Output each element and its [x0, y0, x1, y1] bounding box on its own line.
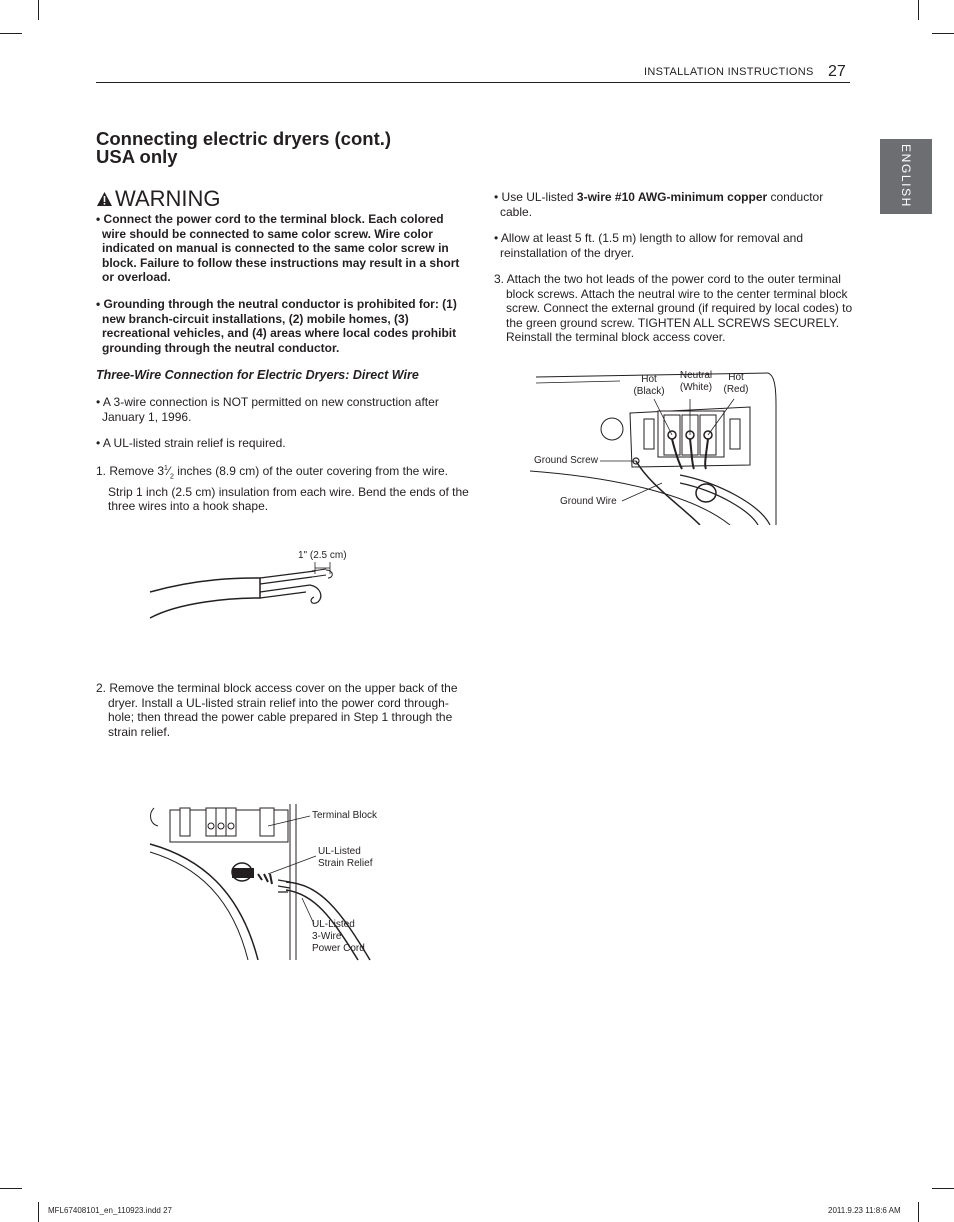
strain-relief-label [318, 846, 372, 870]
power-cord-label-line: Power Cord [312, 943, 365, 954]
warning-item-text: Connect the power cord to the terminal block. Each colored wire should be connected to same color screw. Wire color indicated on manual is connected to the same color screw in block. Failure to follow these instructions may result in a short or overload. [102, 212, 460, 284]
step-2: 2. Remove the terminal block access cover on the upper back of the dryer. Install a UL-listed strain relief into the power cord through-hole; then thread the power cable prepared in Step 1 through the strain relief. [96, 681, 458, 739]
list-item: • A 3-wire connection is NOT permitted on new construction after January 1, 1996. [96, 395, 439, 424]
list-item-text: Use UL-listed [501, 190, 577, 204]
ground-wire-label: Ground Wire [560, 496, 617, 507]
list-item-emphasis: 3-wire #10 AWG-minimum copper [576, 190, 768, 204]
warning-item: • Grounding through the neutral conductor is prohibited for: (1) new branch-circuit installations, (2) mobile homes, (3) recreational vehicles, and (4) areas where local codes prohibit grounding through the neutral conductor. [96, 297, 457, 355]
step-1: 1. Remove $3^1⁄_2$ inches (8.9 cm) of the outer covering from the wire. Strip 1 inch (2.5 cm) insulation from each wire. Bend the ends of the three wires into a hook shape. [96, 464, 469, 514]
title-line-2: USA only [96, 146, 178, 167]
power-cord-label [312, 919, 365, 955]
step-1-text: inches (8.9 cm) of the outer covering from the wire. Strip 1 inch (2.5 cm) insulation from each wire. Bend the ends of the three wires into a hook shape. [108, 464, 469, 514]
subheading: Three-Wire Connection for Electric Dryers: Direct Wire [96, 368, 419, 382]
strain-relief-label-line: UL-Listed [318, 846, 361, 857]
hot-black-label [632, 374, 666, 398]
title-line-1: Connecting electric dryers (cont.) [96, 128, 392, 149]
warning-triangle-icon [96, 191, 113, 207]
crop-mark [932, 33, 954, 34]
strain-relief-label-line: Strain Relief [318, 858, 373, 869]
warning-heading-text: WARNING [115, 186, 221, 211]
section-header: INSTALLATION INSTRUCTIONS [644, 66, 814, 78]
footer-date: 2011.9.23 11:8:6 AM [828, 1206, 901, 1215]
language-tab-label: ENGLISH [899, 144, 913, 208]
crop-mark [38, 0, 39, 20]
step-1-prefix: 1. Remove 3 [96, 464, 165, 478]
power-cord-label-line: UL-Listed [312, 919, 355, 930]
crop-mark [0, 33, 22, 34]
neutral-white-label [676, 370, 716, 394]
hot-red-label [721, 372, 751, 396]
hot-red-label-line: (Red) [723, 384, 749, 395]
list-item-text: conductor cable. [500, 190, 824, 219]
dimension-label: 1" (2.5 cm) [298, 550, 347, 561]
crop-mark [0, 1188, 22, 1189]
power-cord-label-line: 3-Wire [312, 931, 342, 942]
list-item-text: A 3-wire connection is NOT permitted on new construction after January 1, 1996. [102, 395, 439, 424]
step-3: 3. Attach the two hot leads of the power cord to the outer terminal block screws. Attach the neutral wire to the center terminal block screw. Connect the external ground (if required by local codes) to the green ground screw. TIGHTEN ALL SCREWS SECURELY. Reinstall the terminal block access cover. [494, 272, 853, 344]
crop-mark [38, 1202, 39, 1222]
list-item-text: Allow at least 5 ft. (1.5 m) length to allow for removal and reinstallation of the dryer. [500, 231, 804, 260]
footer-file: MFL67408101_en_110923.indd 27 [48, 1206, 172, 1215]
fraction-denominator: 2 [169, 473, 174, 481]
page-title [96, 130, 496, 166]
hot-black-label-line: (Black) [633, 386, 665, 397]
strain-relief-figure [140, 800, 420, 965]
warning-item-text: Grounding through the neutral conductor is prohibited for: (1) new branch-circuit installations, (2) mobile homes, (3) recreational vehicles, and (4) areas where local codes prohibit grounding through the neutral conductor. [102, 297, 457, 355]
page-number: 27 [828, 63, 846, 80]
neutral-white-label-line: (White) [679, 382, 713, 393]
hot-red-label-line: Hot [728, 372, 744, 383]
language-tab [880, 139, 932, 214]
crop-mark [918, 1202, 919, 1222]
list-item: • Allow at least 5 ft. (1.5 m) length to allow for removal and reinstallation of the dryer. [494, 231, 804, 260]
crop-mark [918, 0, 919, 20]
list-item: • Use UL-listed 3-wire #10 AWG-minimum copper conductor cable. [494, 190, 824, 219]
warning-item: • Connect the power cord to the terminal block. Each colored wire should be connected to same color screw. Wire color indicated on manual is connected to the same color screw in block. Failure to follow these instructions may result in a short or overload. [96, 212, 460, 284]
header-rule [96, 82, 850, 83]
warning-heading [96, 186, 221, 212]
hot-black-label-line: Hot [641, 374, 657, 385]
ground-screw-label: Ground Screw [534, 455, 598, 466]
fraction-numerator: 1 [164, 465, 168, 472]
list-item: • A UL-listed strain relief is required. [96, 436, 286, 450]
crop-mark [932, 1188, 954, 1189]
list-item-text: A UL-listed strain relief is required. [102, 436, 286, 450]
neutral-white-label-line: Neutral [679, 370, 713, 381]
terminal-block-label: Terminal Block [312, 810, 378, 821]
